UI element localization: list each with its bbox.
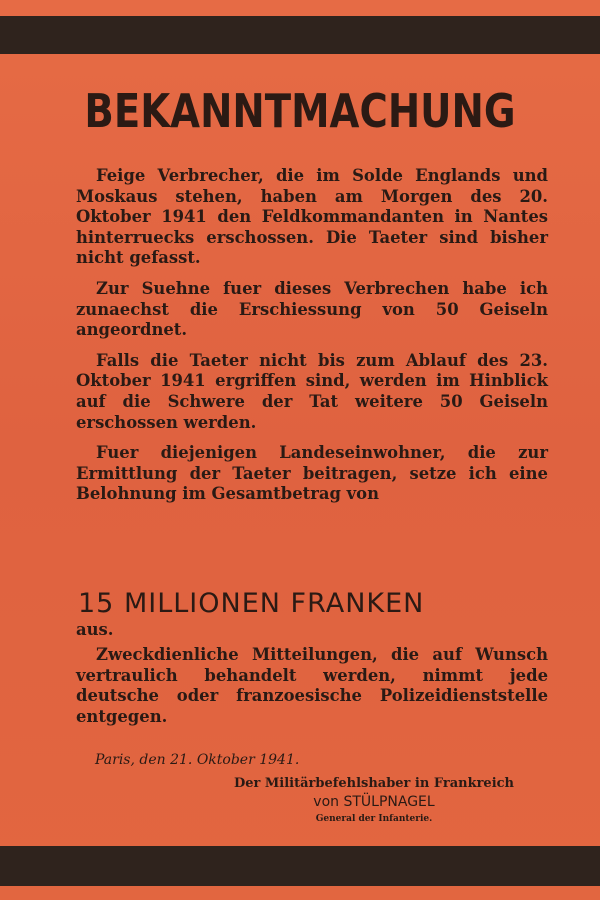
commander-rank: General der Infanterie. (315, 814, 433, 824)
reward-aus: aus. (76, 620, 114, 639)
main-text (76, 166, 548, 509)
commander-name: von STÜLPNAGEL (313, 794, 435, 810)
place-and-date: Paris, den 21. Oktober 1941. (95, 752, 300, 768)
paragraph-information: Zweckdienliche Mitteilungen, die auf Wunsch vertraulich behandelt werden, nimmt jede deutsche oder franzoesische Polizeidienststelle entgegen. (76, 645, 548, 726)
paragraph-hostages: Zur Suehne fuer dieses Verbrechen habe ich zunaechst die Erschiessung von 50 Geiseln angeordnet. (76, 278, 548, 340)
paragraph-reward: Fuer diejenigen Landeseinwohner, die zur Ermittlung der Taeter beitragen, setze ich eine Belohnung im Gesamtbetrag von (76, 443, 548, 504)
bottom-black-band (0, 846, 600, 886)
closing-text (76, 645, 548, 727)
top-black-band (0, 16, 600, 54)
commander-title: Der Militärbefehlshaber in Frankreich (233, 776, 515, 791)
paragraph-deadline: Falls die Taeter nicht bis zum Ablauf des 23. Oktober 1941 ergriffen sind, werden im Hinblick auf die Schwere der Tat weitere 50 Geiseln erschossen werden. (76, 350, 548, 432)
poster-title: BEKANNTMACHUNG (84, 84, 516, 138)
paragraph-crime: Feige Verbrecher, die im Solde Englands und Moskaus stehen, haben am Morgen des 20. Oktober 1941 den Feldkommandanten in Nantes hinterruecks erschossen. Die Taeter sind bisher nicht gefasst. (76, 166, 548, 268)
reward-amount: 15 MILLIONEN FRANKEN (78, 588, 425, 619)
